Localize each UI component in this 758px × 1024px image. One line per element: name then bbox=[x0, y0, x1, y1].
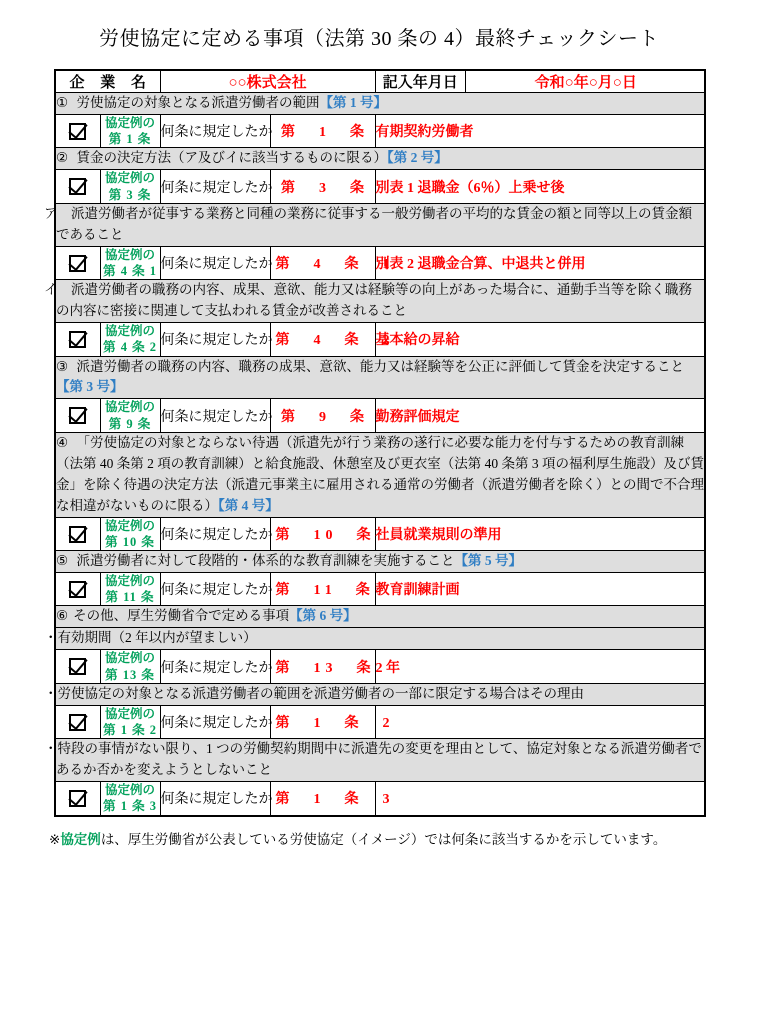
checksheet-container bbox=[44, 69, 704, 817]
checkbox-cell[interactable] bbox=[55, 782, 100, 816]
which-article-label: 何条に規定したか bbox=[160, 650, 270, 684]
which-article-label: 何条に規定したか bbox=[160, 246, 270, 280]
checked-checkbox-icon[interactable] bbox=[69, 581, 86, 598]
article-number-input[interactable]: 第 1 条 3 bbox=[270, 782, 375, 816]
kyoteirei-label: 協定例の bbox=[105, 783, 156, 798]
section-text: その他、厚生労働省令で定める事項 bbox=[73, 608, 290, 624]
kyoteirei-reference bbox=[100, 782, 160, 816]
section-number: ② bbox=[56, 150, 69, 166]
checked-checkbox-icon[interactable] bbox=[69, 658, 86, 675]
section-header bbox=[55, 93, 705, 115]
kyoteirei-label: 協定例の bbox=[105, 400, 156, 415]
kyoteirei-reference bbox=[100, 246, 160, 280]
provision-number-badge: 【第 4 号】 bbox=[218, 497, 279, 513]
section-row bbox=[55, 93, 705, 115]
section-text: ・有効期間（2 年以内が望ましい） bbox=[44, 630, 257, 646]
subsection-header bbox=[44, 683, 705, 705]
article-number-input[interactable]: 第 13 条 bbox=[270, 650, 375, 684]
remark-input[interactable]: 有期契約労働者 bbox=[375, 114, 705, 148]
checkbox-cell[interactable] bbox=[55, 517, 100, 551]
kyoteirei-article: 第 9 条 bbox=[108, 416, 152, 431]
kyoteirei-label: 協定例の bbox=[105, 651, 156, 666]
kyoteirei-article: 第 13 条 bbox=[105, 667, 155, 682]
check-row bbox=[55, 170, 705, 204]
kyoteirei-article: 第 4 条 1 bbox=[103, 263, 157, 278]
check-row bbox=[55, 323, 705, 357]
kyoteirei-label: 協定例の bbox=[105, 324, 156, 339]
footnote-rest: は、厚生労働省が公表している労使協定（イメージ）では何条に該当するかを示しています。 bbox=[100, 831, 667, 847]
section-number: ① bbox=[56, 95, 69, 110]
section-header bbox=[55, 356, 705, 399]
kyoteirei-reference bbox=[100, 517, 160, 551]
check-row bbox=[55, 650, 705, 684]
provision-number-badge: 【第 2 号】 bbox=[386, 150, 448, 166]
subsection-row bbox=[55, 280, 705, 323]
which-article-label: 何条に規定したか bbox=[160, 517, 270, 551]
page-title: 労使協定に定める事項（法第 30 条の 4）最終チェックシート bbox=[99, 28, 659, 50]
remark-input[interactable]: 別表 1 退職金（6％）上乗せ後 bbox=[375, 170, 705, 204]
article-number-input[interactable]: 第 1 条 bbox=[270, 114, 375, 148]
kyoteirei-reference bbox=[100, 170, 160, 204]
section-number: ③ bbox=[56, 358, 69, 374]
section-text: ア 派遣労働者が従事する業務と同種の業務に従事する一般労働者の平均的な賃金の額と同等以上の賃金額であること bbox=[44, 205, 692, 242]
remark-input[interactable] bbox=[375, 705, 705, 739]
provision-number-badge: 【第 5 号】 bbox=[454, 553, 522, 569]
checkbox-cell[interactable] bbox=[55, 323, 100, 357]
subsection-row bbox=[55, 739, 705, 782]
section-row bbox=[55, 551, 705, 573]
which-article-label: 何条に規定したか bbox=[160, 170, 270, 204]
footnote bbox=[49, 830, 709, 850]
checked-checkbox-icon[interactable] bbox=[69, 255, 86, 272]
subsection-header bbox=[44, 203, 705, 246]
section-text: 派遣労働者に対して段階的・体系的な教育訓練を実施すること bbox=[76, 553, 455, 569]
kyoteirei-article: 第 3 条 bbox=[108, 187, 152, 202]
article-number-input[interactable]: 第 9 条 bbox=[270, 399, 375, 433]
section-number: ⑤ bbox=[56, 553, 69, 569]
section-row bbox=[55, 432, 705, 517]
which-article-label: 何条に規定したか bbox=[160, 782, 270, 816]
kyoteirei-article: 第 11 条 bbox=[105, 590, 155, 605]
section-text: ・特段の事情がない限り、1 つの労働契約期間中に派遣先の変更を理由として、協定対象となる派遣労働者であるか否かを変えようとしないこと bbox=[44, 741, 702, 778]
kyoteirei-label: 協定例の bbox=[105, 247, 156, 262]
company-header-row bbox=[55, 70, 705, 93]
checkbox-cell[interactable] bbox=[55, 650, 100, 684]
subsection-row bbox=[55, 683, 705, 705]
kyoteirei-label: 協定例の bbox=[105, 115, 156, 130]
checksheet-body bbox=[44, 70, 705, 816]
which-article-label: 何条に規定したか bbox=[160, 399, 270, 433]
check-row bbox=[55, 399, 705, 433]
footnote-prefix: ※ bbox=[49, 831, 61, 847]
article-number-input[interactable]: 第 3 条 bbox=[270, 170, 375, 204]
kyoteirei-label: 協定例の bbox=[105, 171, 156, 186]
checkbox-cell[interactable] bbox=[55, 170, 100, 204]
kyoteirei-article: 第 1 条 3 bbox=[103, 799, 157, 814]
footnote-highlight: 協定例 bbox=[60, 831, 101, 847]
section-text: 派遣労働者の職務の内容、職務の成果、意欲、能力又は経験等を公正に評価して賃金を決定すること bbox=[76, 358, 684, 374]
remark-input[interactable] bbox=[375, 782, 705, 816]
article-number-input[interactable]: 第 4 条 2 bbox=[270, 323, 375, 357]
checkbox-cell[interactable] bbox=[55, 114, 100, 148]
article-number-input[interactable]: 第 11 条 bbox=[270, 572, 375, 606]
check-row bbox=[55, 782, 705, 816]
section-row bbox=[55, 356, 705, 399]
kyoteirei-reference bbox=[100, 705, 160, 739]
check-row bbox=[55, 572, 705, 606]
subsection-header bbox=[44, 739, 705, 782]
entry-date-label: 記入年月日 bbox=[376, 71, 466, 92]
remark-input[interactable]: 教育訓練計画 bbox=[375, 572, 705, 606]
section-text: ・労使協定の対象となる派遣労働者の範囲を派遣労働者の一部に限定する場合はその理由 bbox=[44, 685, 584, 701]
subsection-header bbox=[44, 280, 705, 323]
remark-input[interactable]: 2 年 bbox=[375, 650, 705, 684]
which-article-label: 何条に規定したか bbox=[160, 705, 270, 739]
check-row bbox=[55, 246, 705, 280]
checked-checkbox-icon[interactable] bbox=[69, 123, 86, 140]
check-row bbox=[55, 114, 705, 148]
kyoteirei-reference bbox=[100, 114, 160, 148]
subsection-row bbox=[55, 628, 705, 650]
checked-checkbox-icon[interactable] bbox=[69, 790, 86, 807]
section-text: 「労使協定の対象とならない待遇（派遣先が行う業務の遂行に必要な能力を付与するための教育訓練（法第 40 条第 2 項の教育訓練）と給食施設、休憩室及び更衣室（法第 40 条第 3 項の福利厚生施設）及び賃金」を除く待遇の決定方法（派遣元事業主に雇用される通常の労働者（派遣労働者を除く）との間で不合理な相違がないものに限る） bbox=[56, 434, 704, 513]
subsection-row bbox=[55, 203, 705, 246]
remark-input[interactable]: 別表 2 退職金合算、中退共と併用 bbox=[375, 246, 705, 280]
which-article-label: 何条に規定したか bbox=[160, 323, 270, 357]
kyoteirei-article: 第 10 条 bbox=[105, 534, 155, 549]
checked-checkbox-icon[interactable] bbox=[69, 714, 86, 731]
section-header bbox=[55, 551, 705, 573]
checked-checkbox-icon[interactable] bbox=[69, 526, 86, 543]
kyoteirei-article: 第 1 条 2 bbox=[103, 723, 157, 737]
remark-input[interactable]: 勤務評価規定 bbox=[375, 399, 705, 433]
section-header bbox=[55, 606, 705, 628]
which-article-label: 何条に規定したか bbox=[160, 114, 270, 148]
check-row bbox=[55, 517, 705, 551]
checkbox-cell[interactable] bbox=[55, 705, 100, 739]
provision-number-badge: 【第 3 号】 bbox=[56, 379, 124, 395]
subsection-header bbox=[44, 628, 705, 650]
section-header bbox=[55, 148, 705, 170]
which-article-label: 何条に規定したか bbox=[160, 572, 270, 606]
checked-checkbox-icon[interactable] bbox=[69, 178, 86, 195]
checked-checkbox-icon[interactable] bbox=[69, 407, 86, 424]
remark-input[interactable]: 基本給の昇給 bbox=[375, 323, 705, 357]
company-name-label: 企 業 名 bbox=[55, 70, 160, 93]
section-text: 労使協定の対象となる派遣労働者の範囲 bbox=[76, 95, 320, 110]
kyoteirei-label: 協定例の bbox=[105, 706, 156, 721]
provision-number-badge: 【第 1 号】 bbox=[319, 95, 387, 110]
company-name-value[interactable]: ○○株式会社 bbox=[160, 70, 375, 93]
article-number-input[interactable]: 第 4 条 1 bbox=[270, 246, 375, 280]
kyoteirei-reference bbox=[100, 650, 160, 684]
kyoteirei-reference bbox=[100, 323, 160, 357]
checkbox-cell[interactable] bbox=[55, 572, 100, 606]
kyoteirei-reference bbox=[100, 399, 160, 433]
checked-checkbox-icon[interactable] bbox=[69, 331, 86, 348]
checksheet-table bbox=[44, 69, 706, 817]
kyoteirei-article: 第 1 条 bbox=[108, 132, 152, 147]
section-row bbox=[55, 148, 705, 170]
kyoteirei-reference bbox=[100, 572, 160, 606]
entry-date-value[interactable]: 令和○年○月○日 bbox=[534, 75, 637, 91]
section-number: ④ bbox=[56, 434, 69, 450]
section-row bbox=[55, 606, 705, 628]
section-text: 賃金の決定方法（ア及びイに該当するものに限る） bbox=[76, 150, 387, 166]
kyoteirei-article: 第 4 条 2 bbox=[103, 340, 157, 355]
section-number: ⑥ bbox=[56, 608, 69, 624]
provision-number-badge: 【第 6 号】 bbox=[289, 608, 357, 624]
article-number-input[interactable]: 第 10 条 bbox=[270, 517, 375, 551]
check-row bbox=[55, 705, 705, 739]
section-header bbox=[55, 432, 705, 517]
remark-input[interactable]: 社員就業規則の準用 bbox=[375, 517, 705, 551]
article-number-input[interactable]: 第 1 条 2 bbox=[270, 705, 375, 739]
kyoteirei-label: 協定例の bbox=[105, 518, 156, 533]
checkbox-cell[interactable] bbox=[55, 246, 100, 280]
section-text: イ 派遣労働者の職務の内容、成果、意欲、能力又は経験等の向上があった場合に、通勤手当等を除く職務の内容に密接に関連して支払われる賃金が改善されること bbox=[44, 282, 692, 319]
kyoteirei-label: 協定例の bbox=[105, 573, 156, 588]
checkbox-cell[interactable] bbox=[55, 399, 100, 433]
